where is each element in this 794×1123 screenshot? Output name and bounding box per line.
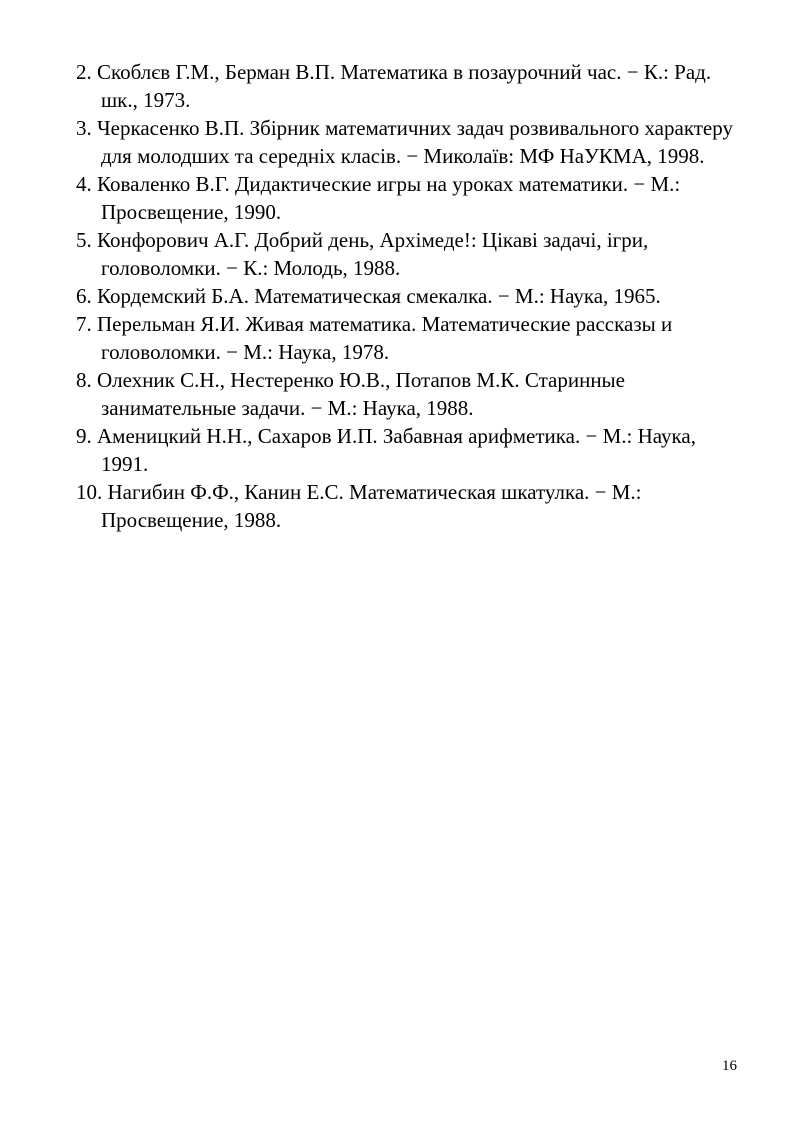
reference-number: 8. [76, 368, 97, 392]
reference-number: 7. [76, 312, 97, 336]
reference-item [76, 478, 736, 534]
reference-number: 3. [76, 116, 97, 140]
reference-text: Кордемский Б.А. Математическая смекалка. − М.: Наука, 1965. [97, 284, 661, 308]
reference-text: Нагибин Ф.Ф., Канин Е.С. Математическая шкатулка. − М.: Просвещение, 1988. [101, 480, 642, 532]
reference-item [76, 366, 736, 422]
reference-number: 5. [76, 228, 97, 252]
reference-item [76, 282, 736, 310]
reference-text: Аменицкий Н.Н., Сахаров И.П. Забавная арифметика. − М.: Наука, 1991. [97, 424, 696, 476]
reference-number: 9. [76, 424, 97, 448]
reference-text: Олехник С.Н., Нестеренко Ю.В., Потапов М.К. Старинные занимательные задачи. − М.: Наука, 1988. [97, 368, 625, 420]
reference-text: Коваленко В.Г. Дидактические игры на уроках математики. − М.: Просвещение, 1990. [97, 172, 681, 224]
reference-item [76, 310, 736, 366]
reference-number: 4. [76, 172, 97, 196]
reference-text: Черкасенко В.П. Збірник математичних задач розвивального характеру для молодших та середніх класів. − Миколаїв: МФ НаУКМА, 1998. [97, 116, 733, 168]
reference-item [76, 226, 736, 282]
reference-list [76, 58, 736, 534]
reference-item [76, 170, 736, 226]
reference-number: 2. [76, 60, 97, 84]
reference-number: 6. [76, 284, 97, 308]
reference-text: Перельман Я.И. Живая математика. Математические рассказы и головоломки. − М.: Наука, 1978. [97, 312, 673, 364]
reference-item [76, 58, 736, 114]
reference-text: Конфорович А.Г. Добрий день, Архімеде!: Цікаві задачі, ігри, головоломки. − К.: Молодь, 1988. [97, 228, 649, 280]
reference-number: 10. [76, 480, 108, 504]
reference-item [76, 422, 736, 478]
page-number: 16 [722, 1058, 737, 1074]
reference-item [76, 114, 736, 170]
reference-text: Скоблєв Г.М., Берман В.П. Математика в позаурочний час. − К.: Рад. шк., 1973. [97, 60, 712, 112]
